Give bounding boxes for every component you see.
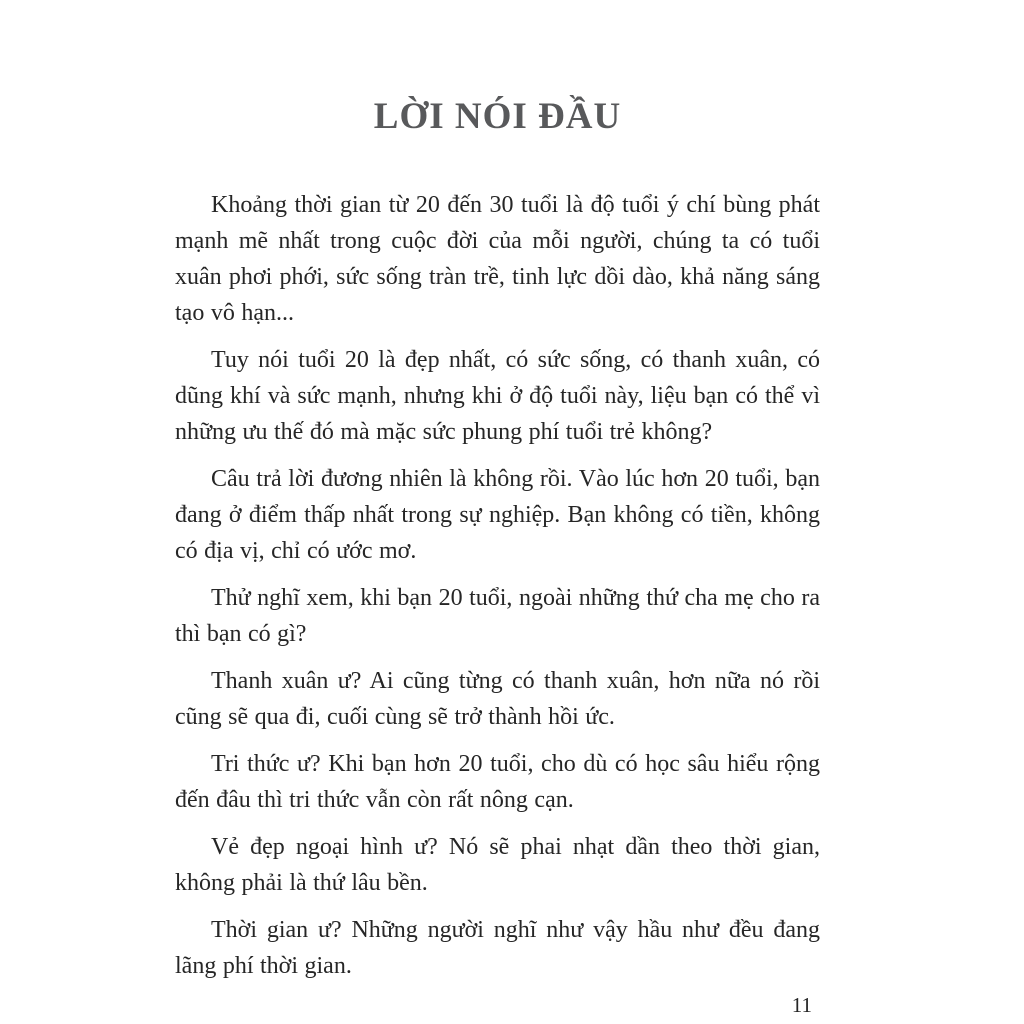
text-column — [175, 0, 820, 995]
paragraph: Tuy nói tuổi 20 là đẹp nhất, có sức sống, có thanh xuân, có dũng khí và sức mạnh, nhưng khi ở độ tuổi này, liệu bạn có thể vì những ưu thế đó mà mặc sức phung phí tuổi trẻ không? — [175, 347, 820, 445]
page-title: LỜI NÓI ĐẦU — [373, 96, 622, 137]
page-number: 11 — [791, 993, 812, 1017]
paragraph: Vẻ đẹp ngoại hình ư? Nó sẽ phai nhạt dần theo thời gian, không phải là thứ lâu bền. — [175, 834, 820, 896]
paragraph: Tri thức ư? Khi bạn hơn 20 tuổi, cho dù có học sâu hiểu rộng đến đâu thì tri thức vẫn còn rất nông cạn. — [175, 751, 820, 813]
paragraph: Thử nghĩ xem, khi bạn 20 tuổi, ngoài những thứ cha mẹ cho ra thì bạn có gì? — [175, 585, 820, 647]
paragraph: Thời gian ư? Những người nghĩ như vậy hầu như đều đang lãng phí thời gian. — [175, 917, 820, 979]
paragraph: Khoảng thời gian từ 20 đến 30 tuổi là độ tuổi ý chí bùng phát mạnh mẽ nhất trong cuộc đời của mỗi người, chúng ta có tuổi xuân phơi phới, sức sống tràn trề, tinh lực dồi dào, khả năng sáng tạo vô hạn... — [175, 192, 820, 326]
body-paragraphs — [175, 187, 820, 984]
paragraph: Thanh xuân ư? Ai cũng từng có thanh xuân, hơn nữa nó rồi cũng sẽ qua đi, cuối cùng sẽ trở thành hồi ức. — [175, 668, 820, 730]
paragraph: Câu trả lời đương nhiên là không rồi. Vào lúc hơn 20 tuổi, bạn đang ở điểm thấp nhất trong sự nghiệp. Bạn không có tiền, không có địa vị, chỉ có ước mơ. — [175, 466, 820, 564]
